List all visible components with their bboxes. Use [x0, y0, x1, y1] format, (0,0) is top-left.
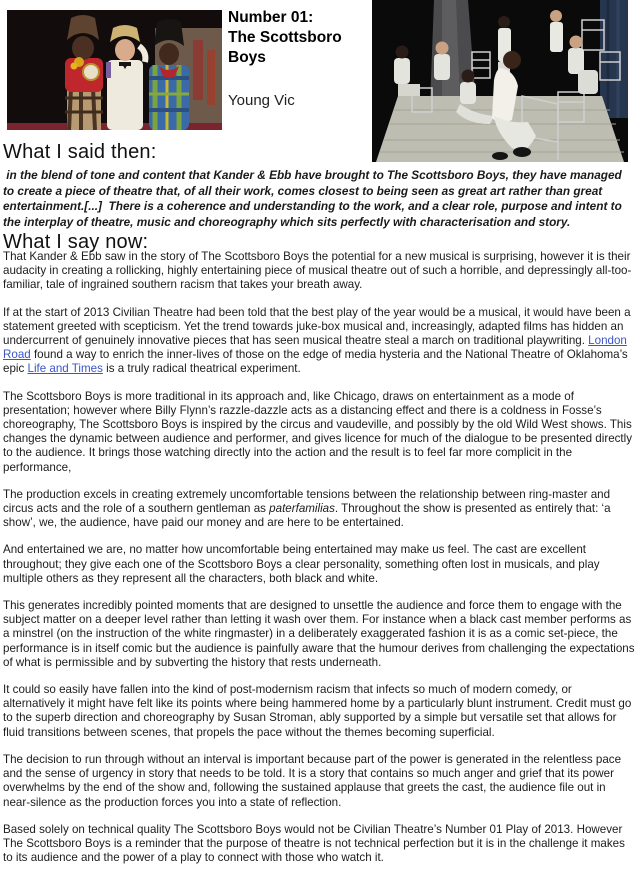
review-paragraph: This generates incredibly pointed moments that are designed to unsettle the audience and force them to engage with the subject matter on a deeper level rather than letting it wash over them. For instance when a black cast member performs as a minstrel (on the instruction of the white ringmaster) in a deliberately exaggerated fashion it is as a comic set-piece, the performance is in itself comic but the audience is painfully aware that the humour derives from challenging the expectations of what is permissible and by subverting the history that rests underneath. [3, 599, 635, 669]
review-paragraph: The Scottsboro Boys is more traditional in its approach and, like Chicago, draws on entertainment as a mode of presentation; however where Billy Flynn’s razzle-dazzle acts as a distancing effect and there is a coldness in Fosse’s choreography, The Scottsboro Boys is inspired by the circus and vaudeville, and possibly by the old Wild West shows. This changes the dynamic between audience and performer, and gives licence for much of the dialogue to be presented directly to the audience. It brings those watching directly into the action and the result is to feel far more complicit in the performance, [3, 389, 633, 474]
venue-name: Young Vic [228, 92, 295, 109]
review-paragraph: The decision to run through without an interval is important because part of the power is generated in the relentless pace and the sense of urgency in story that needs to be told. It is a story that contains so much anger and grief that its power overwhelms by the end of the show and, following the sustained applause that greets the cast, the audience file out in near-silence as the production forces you into a state of reflection. [3, 752, 622, 809]
quote-past-review: in the blend of tone and content that Kander & Ebb have brought to The Scottsboro Boys, they have managed to create a piece of theatre that, of all their work, comes closest to being seen as great art rather than great entertainment.[...] There is a coherence and understanding to the work, and a clear role, purpose and intent to the interplay of theatre, music and choreography which sits perfectly with characterisation and story. [3, 168, 626, 229]
stage-photo-illustration [372, 0, 628, 162]
page-title [228, 8, 368, 68]
heading-what-i-say-now: What I say now: [3, 231, 149, 253]
review-paragraph: And entertained we are, no matter how uncomfortable being entertained may make us feel. The cast are excellent throughout; they give each one of the Scottsboro Boys a clear personality, something often lost in musicals, and play multiple others as they represent all the characters, both black and white. [3, 543, 600, 585]
title-line-1: Number 01: [228, 9, 314, 26]
review-body [3, 250, 635, 873]
emphasized-term: paterfamilias [269, 502, 335, 516]
production-photo-performers [7, 10, 222, 130]
review-paragraph: It could so easily have fallen into the kind of post-modernism racism that infects so much of modern comedy, or alternatively it might have felt like its points where being hammered home by a particularly blunt instrument. Credit must go to the superb direction and choreography by Susan Stroman, ably supported by a simple but versatile set that allows for fluid transitions between scenes, that propels the pace without the themes becoming superficial. [3, 683, 632, 739]
production-photo-stage [372, 0, 628, 162]
inline-link[interactable]: Life and Times [27, 362, 103, 376]
performers-photo-illustration [7, 10, 222, 130]
review-paragraph: Based solely on technical quality The Scottsboro Boys would not be Civilian Theatre’s Number 01 Play of 2013. However The Scottsboro Boys is a reminder that the purpose of theatre is not technical perfection but it is in the challenge it makes to its audience and the power of a play to connect with those who watch it. [3, 822, 625, 865]
heading-what-i-said-then: What I said then: [3, 141, 157, 163]
title-line-2: The Scottsboro Boys [228, 29, 342, 66]
inline-link[interactable]: London Road [3, 334, 627, 362]
review-paragraph: The production excels in creating extremely uncomfortable tensions between the relationship between ring-master and circus acts and the role of a southern gentleman as paterfamilias. Throughout the show is presented as entirely that: ‘a show’, we, the audience, have paid our money and are here to be entertained. [3, 487, 611, 530]
review-paragraph: If at the start of 2013 Civilian Theatre had been told that the best play of the year would be a musical, it would have been a statement greeted with scepticism. Yet the trend towards juke-box musical and, increasingly, adapted films has hidden an undercurrent of genuinely innovative pieces that has seen musical theatre steal a march on traditional playwriting. London Road found a way to enrich the inner-lives of those on the edge of media hysteria and the National Theatre of Oklahoma’s epic Life and Times is a truly radical theatrical experiment. [3, 305, 631, 376]
review-paragraph: That Kander & Ebb saw in the story of The Scottsboro Boys the potential for a new musical is surprising, however it is their audacity in creating a rollicking, highly entertaining piece of musical theatre out of such a horrible, and depressingly all-too-familiar, tale of ingrained southern racism that takes your breath away. [3, 250, 632, 292]
